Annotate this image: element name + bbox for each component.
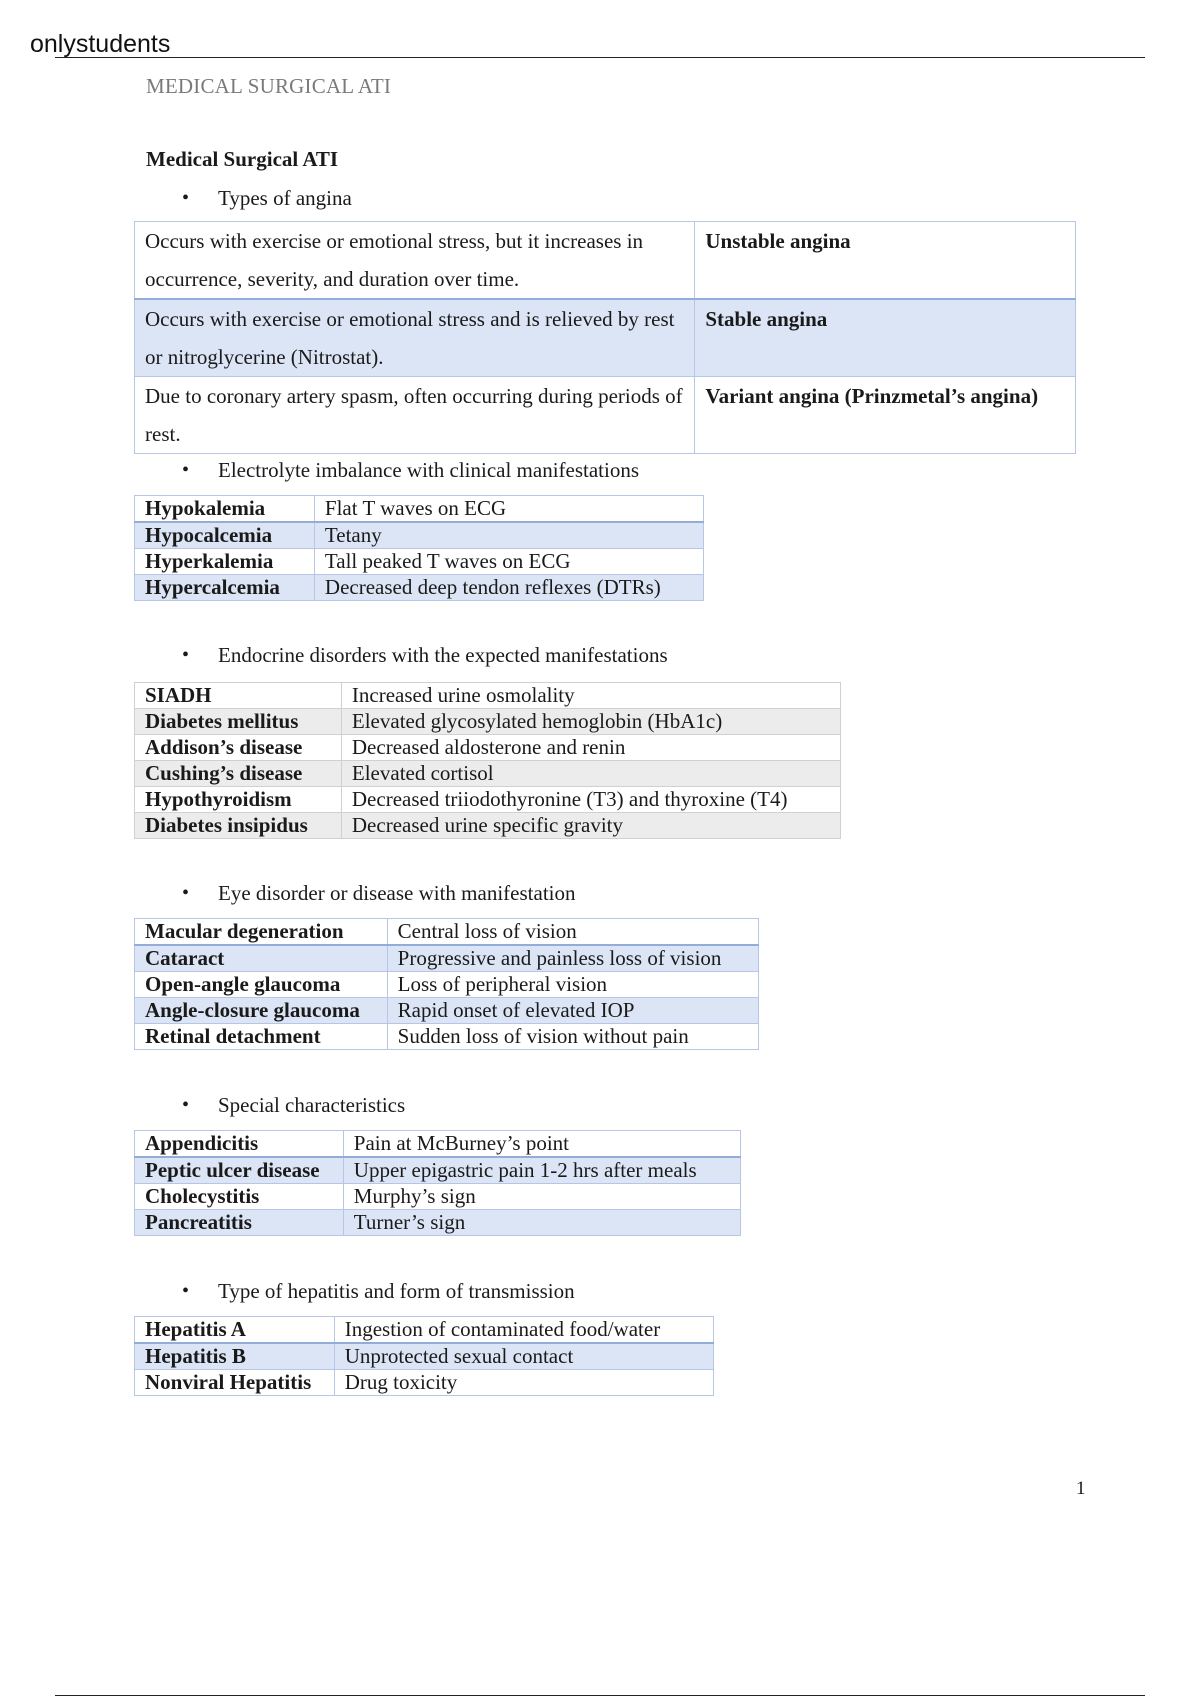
section-heading: [134, 1090, 741, 1120]
row-label: Hypokalemia: [135, 496, 315, 523]
row-value: Loss of peripheral vision: [387, 972, 758, 998]
row-label: Peptic ulcer disease: [135, 1157, 344, 1184]
row-label: Retinal detachment: [135, 1024, 388, 1050]
endocrine-table: [134, 682, 841, 839]
angina-table: [134, 221, 1076, 454]
table-row: [135, 709, 841, 735]
table-row: [135, 813, 841, 839]
row-value: Tall peaked T waves on ECG: [314, 549, 703, 575]
row-value: Tetany: [314, 522, 703, 549]
row-value: Murphy’s sign: [343, 1184, 740, 1210]
table-row: [135, 575, 704, 601]
table-row: [135, 1157, 741, 1184]
table-row: [135, 496, 704, 523]
angina-description: Occurs with exercise or emotional stress, but it increases in occurrence, severity, and duration over time.: [135, 222, 695, 300]
section-special: [134, 1090, 741, 1236]
section-electrolyte: [134, 455, 704, 601]
bullet-icon: •: [182, 1280, 190, 1302]
section-heading: [134, 183, 1076, 213]
angina-description: Due to coronary artery spasm, often occurring during periods of rest.: [135, 377, 695, 454]
table-row: [135, 735, 841, 761]
angina-type: Variant angina (Prinzmetal’s angina): [695, 377, 1076, 454]
row-value: Pain at McBurney’s point: [343, 1131, 740, 1158]
row-label: Addison’s disease: [135, 735, 342, 761]
bullet-icon: •: [182, 1094, 190, 1116]
row-label: Diabetes mellitus: [135, 709, 342, 735]
page-number: 1: [1076, 1478, 1086, 1499]
row-value: Decreased aldosterone and renin: [341, 735, 840, 761]
row-label: Cataract: [135, 945, 388, 972]
footer-rule: [55, 1695, 1145, 1696]
angina-type: Unstable angina: [695, 222, 1076, 300]
brand-watermark: onlystudents: [30, 30, 171, 58]
heading-text: Eye disorder or disease with manifestation: [218, 881, 576, 905]
row-label: Cushing’s disease: [135, 761, 342, 787]
heading-text: Types of angina: [218, 186, 352, 210]
table-row: [135, 761, 841, 787]
row-value: Elevated glycosylated hemoglobin (HbA1c): [341, 709, 840, 735]
document-title: Medical Surgical ATI: [146, 147, 339, 171]
row-value: Upper epigastric pain 1-2 hrs after meals: [343, 1157, 740, 1184]
row-label: Angle-closure glaucoma: [135, 998, 388, 1024]
section-endocrine: [134, 640, 841, 839]
row-value: Sudden loss of vision without pain: [387, 1024, 758, 1050]
row-value: Unprotected sexual contact: [334, 1343, 713, 1370]
table-row: [135, 299, 1076, 377]
row-label: Macular degeneration: [135, 919, 388, 946]
row-label: Appendicitis: [135, 1131, 344, 1158]
angina-type: Stable angina: [695, 299, 1076, 377]
section-angina: [134, 183, 1076, 454]
table-row: [135, 945, 759, 972]
row-label: Nonviral Hepatitis: [135, 1370, 335, 1396]
row-value: Elevated cortisol: [341, 761, 840, 787]
row-value: Central loss of vision: [387, 919, 758, 946]
table-row: [135, 1024, 759, 1050]
row-value: Turner’s sign: [343, 1210, 740, 1236]
row-label: Open-angle glaucoma: [135, 972, 388, 998]
heading-text: Special characteristics: [218, 1093, 406, 1117]
row-label: Hypocalcemia: [135, 522, 315, 549]
row-label: Hypothyroidism: [135, 787, 342, 813]
row-label: Diabetes insipidus: [135, 813, 342, 839]
row-value: Increased urine osmolality: [341, 683, 840, 709]
section-eye: [134, 878, 759, 1050]
table-row: [135, 683, 841, 709]
row-label: Hepatitis A: [135, 1317, 335, 1344]
section-heading: [134, 878, 759, 908]
heading-text: Electrolyte imbalance with clinical manifestations: [218, 458, 640, 482]
row-label: Hyperkalemia: [135, 549, 315, 575]
row-label: SIADH: [135, 683, 342, 709]
bullet-icon: •: [182, 882, 190, 904]
eye-table: [134, 918, 759, 1050]
bullet-icon: •: [182, 459, 190, 481]
table-row: [135, 522, 704, 549]
row-value: Rapid onset of elevated IOP: [387, 998, 758, 1024]
section-heading: [134, 640, 841, 670]
table-row: [135, 1343, 714, 1370]
row-value: Flat T waves on ECG: [314, 496, 703, 523]
table-row: [135, 1131, 741, 1158]
table-row: [135, 919, 759, 946]
heading-text: Type of hepatitis and form of transmission: [218, 1279, 575, 1303]
section-hepatitis: [134, 1276, 714, 1396]
table-row: [135, 787, 841, 813]
row-label: Pancreatitis: [135, 1210, 344, 1236]
row-value: Decreased deep tendon reflexes (DTRs): [314, 575, 703, 601]
table-row: [135, 377, 1076, 454]
bullet-icon: •: [182, 187, 190, 209]
section-heading: [134, 455, 704, 485]
row-label: Cholecystitis: [135, 1184, 344, 1210]
row-label: Hypercalcemia: [135, 575, 315, 601]
bullet-icon: •: [182, 644, 190, 666]
row-value: Decreased triiodothyronine (T3) and thyroxine (T4): [341, 787, 840, 813]
row-value: Decreased urine specific gravity: [341, 813, 840, 839]
electrolyte-table: [134, 495, 704, 601]
row-value: Progressive and painless loss of vision: [387, 945, 758, 972]
special-table: [134, 1130, 741, 1236]
section-heading: [134, 1276, 714, 1306]
running-header: MEDICAL SURGICAL ATI: [146, 74, 392, 98]
table-row: [135, 1317, 714, 1344]
table-row: [135, 1210, 741, 1236]
table-row: [135, 998, 759, 1024]
row-value: Drug toxicity: [334, 1370, 713, 1396]
hepatitis-table: [134, 1316, 714, 1396]
table-row: [135, 972, 759, 998]
header-rule: [55, 57, 1145, 58]
heading-text: Endocrine disorders with the expected manifestations: [218, 643, 668, 667]
table-row: [135, 1184, 741, 1210]
table-row: [135, 1370, 714, 1396]
row-label: Hepatitis B: [135, 1343, 335, 1370]
angina-description: Occurs with exercise or emotional stress and is relieved by rest or nitroglycerine (Nitrostat).: [135, 299, 695, 377]
row-value: Ingestion of contaminated food/water: [334, 1317, 713, 1344]
table-row: [135, 222, 1076, 300]
table-row: [135, 549, 704, 575]
